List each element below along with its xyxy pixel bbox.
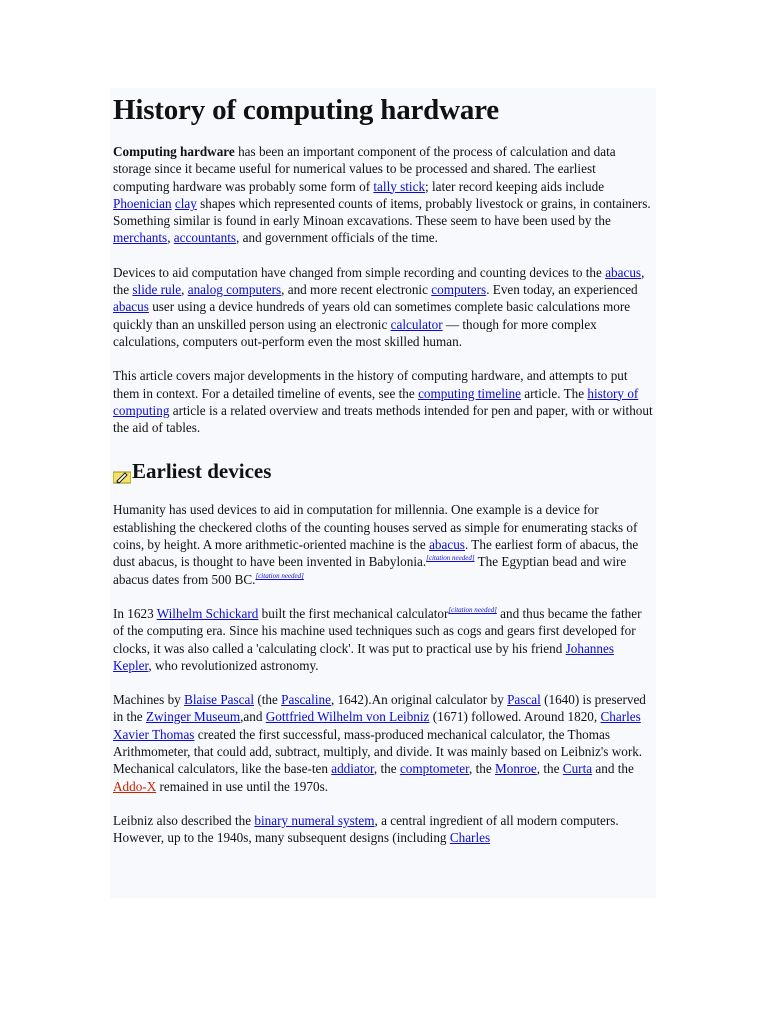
section-heading-earliest-devices: Earliest devices xyxy=(113,458,655,484)
link-analog-computers[interactable]: analog computers xyxy=(187,282,282,298)
link-addo-x[interactable]: Addo-X xyxy=(113,778,157,794)
citation-needed-link[interactable]: [citation needed] xyxy=(426,554,475,563)
link-abacus-2[interactable]: abacus xyxy=(113,299,149,315)
link-monroe[interactable]: Monroe xyxy=(495,761,537,777)
link-charles[interactable]: Charles xyxy=(449,830,491,846)
link-merchants[interactable]: merchants xyxy=(113,230,168,246)
link-clay[interactable]: clay xyxy=(174,195,197,211)
link-comptometer[interactable]: comptometer xyxy=(399,761,469,777)
article-content xyxy=(113,88,655,847)
link-tally-stick[interactable]: tally stick xyxy=(373,178,426,194)
link-phoenician[interactable]: Phoenician xyxy=(113,195,172,211)
link-binary-numeral-system[interactable]: binary numeral system xyxy=(254,812,375,828)
link-calculator[interactable]: calculator xyxy=(390,316,443,332)
link-leibniz[interactable]: Gottfried Wilhelm von Leibniz xyxy=(265,709,430,725)
link-computing-timeline[interactable]: computing timeline xyxy=(418,385,521,401)
link-accountants[interactable]: accountants xyxy=(173,230,237,246)
link-charles-xavier-thomas[interactable]: Charles Xavier Thomas xyxy=(113,709,641,742)
citation-needed xyxy=(426,554,474,562)
intro-paragraph-1: Computing hardware has been an important component of the process of calculation and data storage since it became useful for numerical values to be processed and shared. The earliest computing hardware was probably some form of tally stick; later record keeping aids include Phoenician clay shapes which represented counts of items, probably livestock or grains, in containers. Something similar is found in early Minoan excavations. These seem to have been used by the merchants, accountants, and government officials of the time. xyxy=(113,144,651,246)
link-zwinger-museum[interactable]: Zwinger Museum xyxy=(145,709,241,725)
intro-paragraph-3: This article covers major developments in the history of computing hardware, and attempts to put them in context. For a detailed timeline of events, see the computing timeline article. The history of computing article is a related overview and treats methods intended for pen and paper, with or without the aid of tables. xyxy=(113,368,653,436)
intro-paragraph-2: Devices to aid computation have changed from simple recording and counting devices to the abacus, the slide rule, analog computers, and more recent electronic computers. Even today, an experienced abacus user using a device hundreds of years old can sometimes complete basic calculations more quickly than an unskilled person using an electronic calculator — though for more complex calculations, computers out-perform even the most skilled human. xyxy=(113,264,645,349)
link-johannes-kepler[interactable]: Johannes Kepler xyxy=(113,640,614,673)
citation-needed xyxy=(255,572,303,580)
section-paragraph-4: Leibniz also described the binary numeral system, a central ingredient of all modern computers. However, up to the 1940s, many subsequent designs (including Charles xyxy=(113,812,619,846)
bold-term: Computing hardware xyxy=(113,144,235,159)
link-history-of-computing[interactable]: history of computing xyxy=(113,385,639,418)
citation-needed-link[interactable]: [citation needed] xyxy=(255,571,304,580)
section-paragraph-3: Machines by Blaise Pascal (the Pascaline, 1642).An original calculator by Pascal (1640) is preserved in the Zwinger Museum,and Gottfried Wilhelm von Leibniz (1671) followed. Around 1820, Charles Xavier Thomas created the first successful, mass-produced mechanical calculator, the Thomas Arithmometer, that could add, subtract, multiply, and divide. It was mainly based on Leibniz's work. Mechanical calculators, like the base-ten addiator, the comptometer, the Monroe, the Curta and the Addo-X remained in use until the 1970s. xyxy=(113,692,646,794)
citation-needed-link[interactable]: [citation needed] xyxy=(448,605,497,614)
page-title: History of computing hardware xyxy=(113,94,499,126)
link-curta[interactable]: Curta xyxy=(562,761,593,777)
article-page xyxy=(110,88,656,898)
link-wilhelm-schickard[interactable]: Wilhelm Schickard xyxy=(156,605,259,621)
section-paragraph-2: In 1623 Wilhelm Schickard built the first mechanical calculator[citation needed] and thus became the father of the computing era. Since his machine used techniques such as cogs and gears first developed for clocks, it was also called a 'calculating clock'. It was put to practical use by his friend Johannes Kepler, who revolutionized astronomy. xyxy=(113,605,642,673)
link-slide-rule[interactable]: slide rule xyxy=(132,282,182,298)
link-pascal[interactable]: Pascal xyxy=(507,692,541,708)
edit-pencil-icon[interactable] xyxy=(113,464,131,478)
link-blaise-pascal[interactable]: Blaise Pascal xyxy=(184,692,255,708)
link-addiator[interactable]: addiator xyxy=(331,761,374,777)
link-computers[interactable]: computers xyxy=(431,282,487,298)
link-abacus-3[interactable]: abacus xyxy=(429,537,465,553)
link-pascaline[interactable]: Pascaline xyxy=(281,692,331,708)
link-abacus[interactable]: abacus xyxy=(605,264,642,280)
citation-needed xyxy=(448,606,496,614)
section-paragraph-1: Humanity has used devices to aid in computation for millennia. One example is a device for establishing the checkered cloths of the counting houses served as simple for enumerating stacks of coins, by height. A more arithmetic-oriented machine is the abacus. The earliest form of abacus, the dust abacus, is thought to have been invented in Babylonia.[citation needed] The Egyptian bead and wire abacus dates from 500 BC.[citation needed] xyxy=(113,502,639,587)
